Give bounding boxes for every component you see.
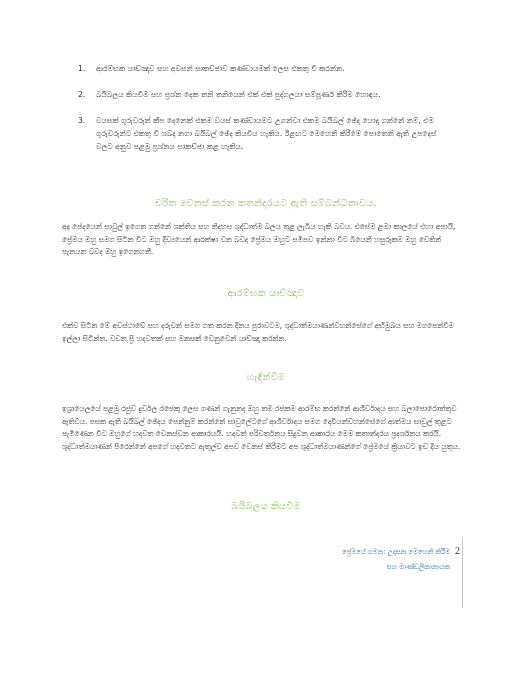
section-heading-introduction: හැඳින්වීම: [246, 372, 286, 383]
list-number: 3.: [78, 116, 86, 125]
list-text: ආරම්භක යාච්ඤාව සහ අවසන් සාකච්ඡාව කණ්ඩායමක් ලෙස එකතු වී කරන්න.: [96, 64, 345, 73]
section-text-opening-prayer: එක්ව සිටින මේ අවස්ථාවේ සහ දරුවන් සමග ගත කරන දිනය පුරාවටම, ශුද්ධාත්මයාණන්වහන්සේගේ අභිමුඛය සහ මගපෙන්වීම ඉල්ලා සිටින්න. වචන ප්‍රි හදවතක් සහ මනසක් වෙනුවෙන් යාච්ඤා කරන්න.: [62, 321, 454, 343]
footer-subtitle: සහ මාණ්ඩලිකානායක: [386, 563, 450, 571]
list-text: වයසක් ගුරුවරුන් කීප දෙනෙක් එකම වයස් කණ්ඩායමට උගන්වා එකම බයිබල් ඡේද යොදා ගන්නේ නම්, එම ගුරුවරුන්ට එකතු වී ශබ්ද නගා බයිබල් ඡේද කියවිය හැකිය. ඊළඟට මෙහෙනි කිරීමේ පොතෙනි ඇති උපදෙස් වලට අනුව පළමු ප්‍රශ්නය සාකච්ඡා කළ හැකිය.: [96, 116, 437, 151]
list-text: බයිබලය කියවීම සහ ප්‍රශ්න දෙක තනි තනියෙන් එක් එක් පුද්ගලයා සම්පූර්ණ කිරීම හොඳය.: [96, 90, 381, 99]
list-number: 1.: [78, 64, 86, 73]
list-item: [70, 62, 450, 75]
section-heading-opening-prayer: ආරම්භක යාච්ඤාව: [227, 288, 305, 299]
instruction-list: [70, 62, 450, 166]
list-item: [70, 114, 450, 153]
list-number: 2.: [78, 90, 86, 99]
list-item: [70, 88, 450, 101]
section-text-introduction: ඉශ්‍රායෙලයේ පළමු රජුව දුර්වල රජෙකු ලෙස ගණන් ගැනුනද ඔහු තම රජකම ආරම්භ කරන්නේ ආශීර්වාදය සහ බලාපොරොත්තුව ඇතිවය. පසක ඇති බයිබල් ඡේදය පෙන්නුම් කරන්නේ සාවුලේටගේ ආශීර්වාදය සමග දෙවියන්වහන්සේගේ ආත්මය සාවුල් තුළට පැමිණෙන විට ඔහුගේ හදවත වෙනස්වන ආකාරයයි. හදවත් පරිවර්තනය සිදුවන ආකාරය මෙම කතාන්දරය ප්‍රදර්ශනය කරයි. ශුද්ධාත්මයාණන් පිරෙන්නේ අපගේ හදවතට ඇතුල්ව අපව වෙනස් කිරීමට අප ශුද්ධාත්මයාණන්ගේ ප්‍රේමයේ ක්‍රියාවට ඉඩ දිය යුතුය.: [62, 404, 461, 451]
footer-divider: [462, 538, 463, 608]
page-number: 2: [455, 546, 460, 557]
section-text-connection: අද පේදයෙන් සාවුල් ඉගෙන ගන්නේ ශක්තිය සහ නිදහස ශුද්ධාත්ම බලය තුළ ලැබිය හැකි බවය. එසේම ළමා කාලයේ එහා අපායි, ප්‍රේමය ඔහු සමග සිටින විට ඔහු දිව්‍යයෙන් ආරක්ෂා වන බවද ප්‍රේමය ඔහුට සමීපව ඉන්නා විට බියෙනි හසුරුකම ඔහු වෙතින් පැනයන බවද ඔහු ඉගෙනගනී.: [62, 222, 456, 256]
section-heading-connection: චරිත වෙනස් කරන කතන්දරයට ඇති සම්බන්ධතාවය.: [155, 198, 377, 209]
footer-title: ප්‍රේමයේ ගමන: උදාසන මෙහෙනි කිරීම: [342, 548, 450, 556]
page-footer: [300, 545, 450, 575]
section-heading-bible-reading: බයිබලය කියවීම: [231, 501, 301, 512]
